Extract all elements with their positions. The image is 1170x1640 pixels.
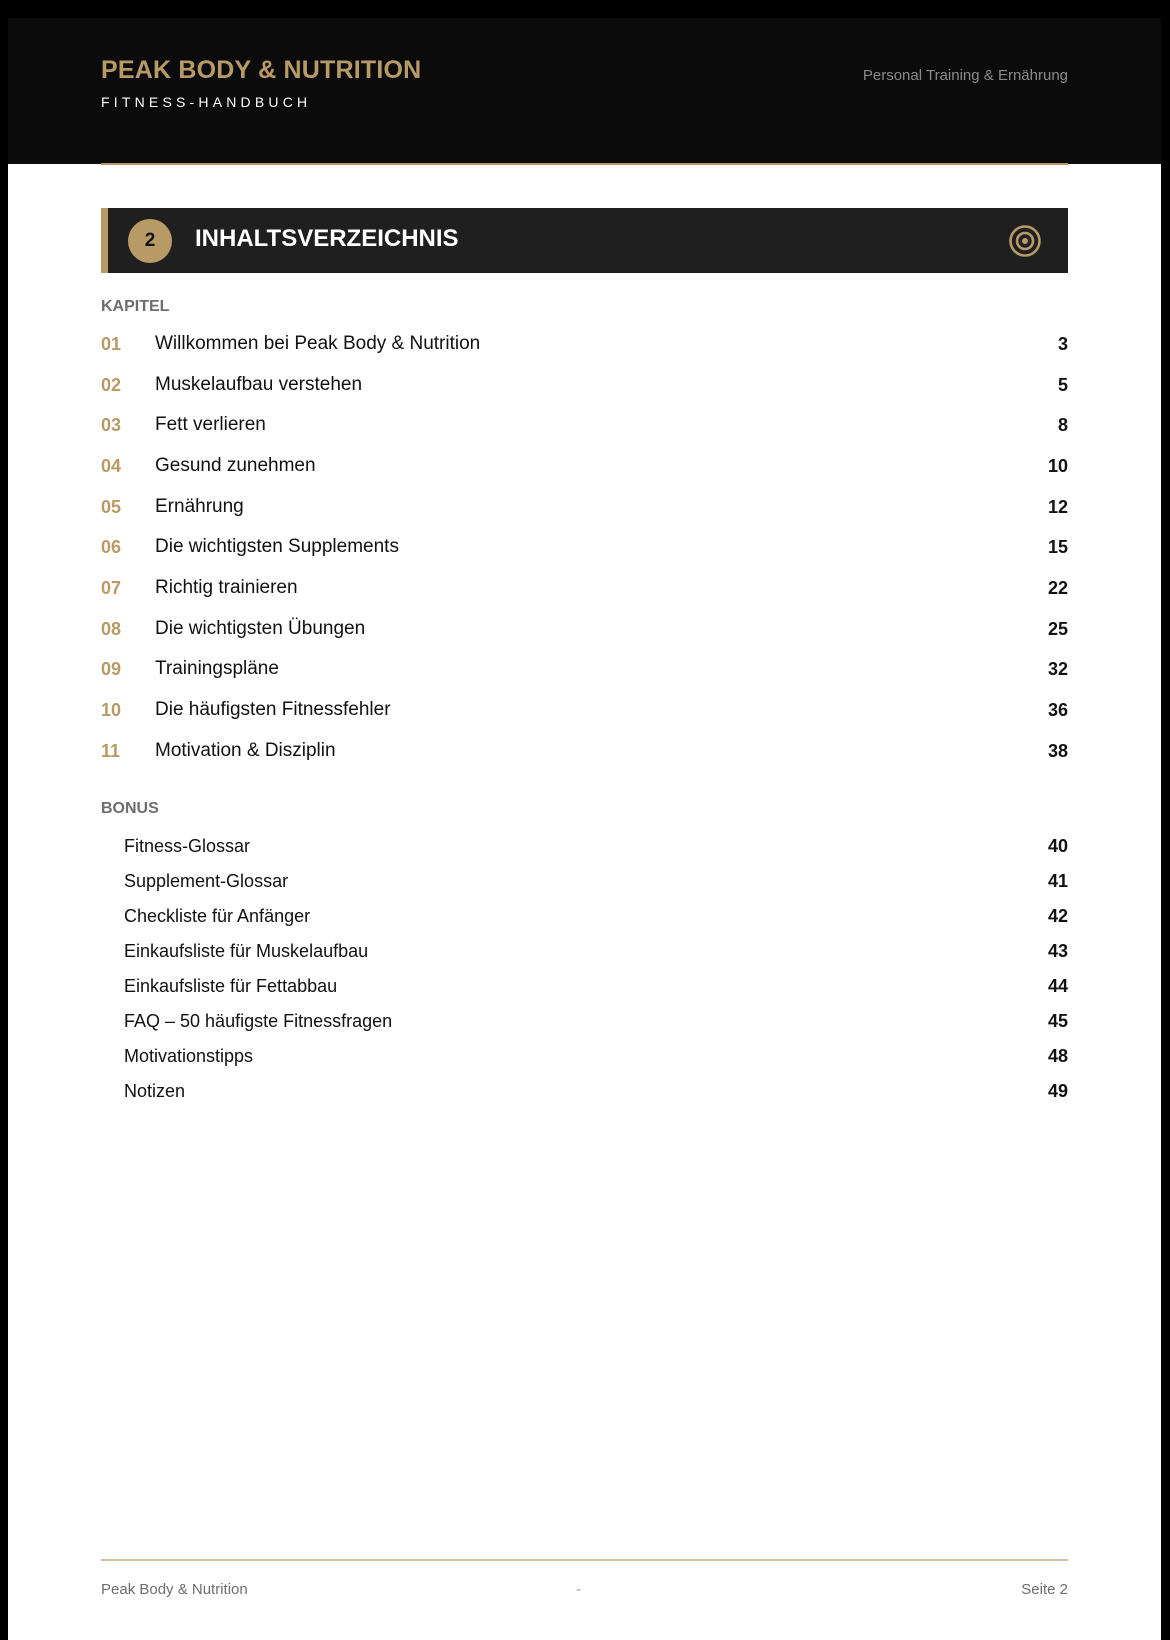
bonus-entry[interactable] xyxy=(101,1008,1068,1036)
bonus-title: Supplement-Glossar xyxy=(124,871,289,891)
chapter-title: Die wichtigsten Supplements xyxy=(155,536,399,557)
footer-divider xyxy=(101,1559,1068,1561)
bonus-label: BONUS xyxy=(101,800,159,817)
chapter-page: 25 xyxy=(1047,619,1068,639)
chapter-title: Trainingspläne xyxy=(155,658,279,679)
chapter-title: Muskelaufbau verstehen xyxy=(155,374,363,395)
chapter-page: 15 xyxy=(1047,537,1068,557)
bonus-page: 42 xyxy=(1047,906,1068,926)
section-title: INHALTSVERZEICHNIS xyxy=(195,225,459,252)
bonus-entry[interactable] xyxy=(101,868,1068,896)
header-divider xyxy=(101,163,1068,165)
bonus-entry[interactable] xyxy=(101,833,1068,861)
bonus-title: Notizen xyxy=(124,1081,186,1101)
brand-subtitle: FITNESS-HANDBUCH xyxy=(101,94,312,110)
page-number: Seite 2 xyxy=(1021,1581,1068,1598)
toc-entry[interactable] xyxy=(101,574,1068,606)
bonus-entry[interactable] xyxy=(101,973,1068,1001)
bonus-page: 44 xyxy=(1047,976,1068,996)
chapter-page: 38 xyxy=(1047,741,1068,761)
chapter-title: Die häufigsten Fitnessfehler xyxy=(155,699,391,720)
chapters-label: KAPITEL xyxy=(101,298,170,315)
bonus-entry[interactable] xyxy=(101,903,1068,931)
chapter-title: Die wichtigsten Übungen xyxy=(155,618,366,639)
bonus-page: 48 xyxy=(1047,1046,1068,1066)
chapter-number: 09 xyxy=(101,659,122,679)
section-number-badge: 2 xyxy=(128,219,172,263)
toc-entry[interactable] xyxy=(101,452,1068,484)
chapter-number: 11 xyxy=(101,741,121,761)
bonus-page: 43 xyxy=(1047,941,1068,961)
toc-entry[interactable] xyxy=(101,371,1068,403)
chapter-number: 05 xyxy=(101,497,122,517)
bonus-title: Einkaufsliste für Muskelaufbau xyxy=(124,941,369,961)
toc-entry[interactable] xyxy=(101,655,1068,687)
toc-entry[interactable] xyxy=(101,330,1068,362)
chapter-page: 10 xyxy=(1047,456,1068,476)
bonus-page: 49 xyxy=(1047,1081,1068,1101)
chapter-page: 8 xyxy=(1057,415,1068,435)
chapter-title: Richtig trainieren xyxy=(155,577,298,598)
page-header xyxy=(8,18,1161,164)
toc-entry[interactable] xyxy=(101,696,1068,728)
bonus-title: Checkliste für Anfänger xyxy=(124,906,311,926)
toc-entry[interactable] xyxy=(101,411,1068,443)
chapter-page: 5 xyxy=(1057,375,1068,395)
chapter-number: 06 xyxy=(101,537,122,557)
bonus-page: 45 xyxy=(1047,1011,1068,1031)
bonus-entry[interactable] xyxy=(101,1078,1068,1106)
bonus-entry[interactable] xyxy=(101,1043,1068,1071)
header-tagline: Personal Training & Ernährung xyxy=(862,67,1068,84)
chapter-title: Ernährung xyxy=(155,496,244,517)
chapter-number: 04 xyxy=(101,456,122,476)
chapter-title: Fett verlieren xyxy=(155,414,266,435)
chapter-number: 07 xyxy=(101,578,122,598)
document-page xyxy=(8,18,1161,1640)
target-icon xyxy=(1008,224,1042,258)
footer-separator: - xyxy=(576,1581,581,1598)
chapter-number: 08 xyxy=(101,619,122,639)
section-heading-bar xyxy=(101,208,1068,273)
bonus-page: 40 xyxy=(1047,836,1068,856)
chapter-page: 32 xyxy=(1047,659,1068,679)
bonus-title: Motivationstipps xyxy=(124,1046,254,1066)
chapter-number: 01 xyxy=(101,334,122,354)
bonus-page: 41 xyxy=(1047,871,1068,891)
toc-entry[interactable] xyxy=(101,493,1068,525)
chapter-number: 03 xyxy=(101,415,122,435)
chapter-number: 02 xyxy=(101,375,122,395)
chapter-number: 10 xyxy=(101,700,122,720)
bonus-title: Einkaufsliste für Fettabbau xyxy=(124,976,338,996)
toc-entry[interactable] xyxy=(101,737,1068,769)
toc-entry[interactable] xyxy=(101,533,1068,565)
footer-brand: Peak Body & Nutrition xyxy=(101,1581,248,1598)
chapter-page: 22 xyxy=(1047,578,1068,598)
bonus-title: FAQ – 50 häufigste Fitnessfragen xyxy=(124,1011,393,1031)
chapter-page: 12 xyxy=(1047,497,1068,517)
chapter-title: Willkommen bei Peak Body & Nutrition xyxy=(155,333,481,354)
chapter-title: Motivation & Disziplin xyxy=(155,740,336,761)
bonus-title: Fitness-Glossar xyxy=(124,836,251,856)
brand-title: PEAK BODY & NUTRITION xyxy=(101,56,422,84)
chapter-title: Gesund zunehmen xyxy=(155,455,316,476)
toc-entry[interactable] xyxy=(101,615,1068,647)
chapter-page: 3 xyxy=(1057,334,1068,354)
bonus-entry[interactable] xyxy=(101,938,1068,966)
chapter-page: 36 xyxy=(1047,700,1068,720)
